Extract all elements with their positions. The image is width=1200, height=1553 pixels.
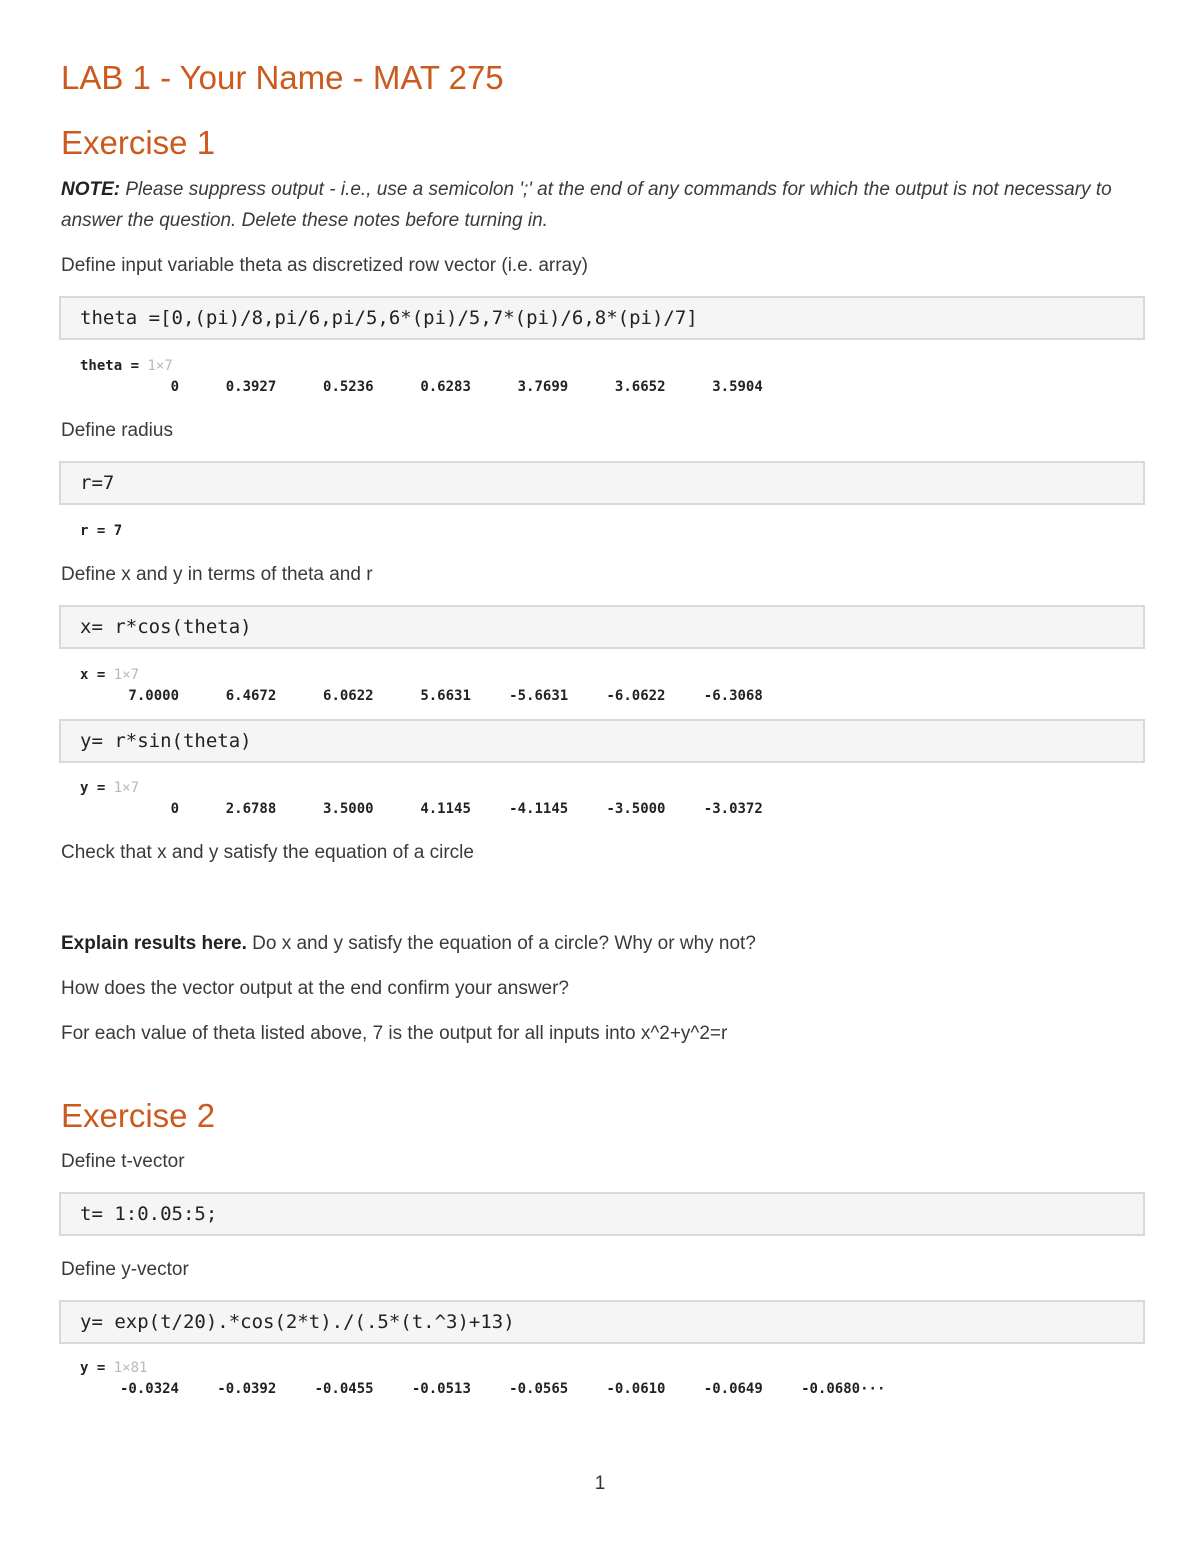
output-value: 6.4672 (225, 688, 277, 704)
output-y-vector-header (80, 1360, 147, 1376)
output-value: 3.5904 (712, 379, 763, 395)
output-x-values (61, 688, 861, 708)
note-paragraph (61, 174, 1147, 236)
output-value: -0.0324 (119, 1381, 179, 1397)
output-value: 0.3927 (225, 379, 277, 395)
output-r: r = 7 (80, 523, 123, 539)
output-value: -3.5000 (606, 801, 666, 817)
explain-text: Do x and y satisfy the equation of a circle? Why or why not? (246, 933, 756, 954)
output-value: 4.1145 (420, 801, 471, 817)
output-value: 7.0000 (128, 688, 179, 704)
output-x-header (80, 667, 139, 683)
output-value: 0.5236 (323, 379, 374, 395)
output-y-vector-values (61, 1381, 921, 1401)
code-cell-t[interactable]: t= 1:0.05:5; (59, 1192, 1145, 1236)
output-value: -0.0610 (606, 1381, 666, 1397)
output-theta-values (61, 379, 861, 399)
output-x-size: 1×7 (113, 667, 140, 683)
code-cell-x[interactable]: x= r*cos(theta) (59, 605, 1145, 649)
note-label: NOTE: (61, 179, 121, 200)
exercise-1-heading: Exercise 1 (61, 124, 216, 161)
output-y-label: y = (80, 780, 114, 796)
output-y-vector-label: y = (80, 1360, 114, 1376)
xy-description: Define x and y in terms of theta and r (61, 564, 373, 585)
y-vector-description: Define y-vector (61, 1259, 189, 1280)
explain-label: Explain results here. (61, 933, 247, 954)
output-value: 3.6652 (614, 379, 666, 395)
output-ellipsis[interactable]: ··· (860, 1381, 886, 1397)
output-value: -0.0392 (217, 1381, 277, 1397)
explain-paragraph (61, 928, 1147, 959)
code-cell-y-vector[interactable]: y= exp(t/20).*cos(2*t)./(.5*(t.^3)+13) (59, 1300, 1145, 1344)
output-value: -4.1145 (509, 801, 569, 817)
output-x-label: x = (80, 667, 114, 683)
t-description: Define t-vector (61, 1151, 185, 1172)
output-value: -5.6631 (509, 688, 569, 704)
output-value: 0 (170, 801, 179, 817)
page-title: LAB 1 - Your Name - MAT 275 (61, 59, 504, 96)
exercise-2-heading: Exercise 2 (61, 1097, 216, 1134)
check-description: Check that x and y satisfy the equation of a circle (61, 842, 474, 863)
output-value: 3.5000 (323, 801, 374, 817)
output-value: -3.0372 (703, 801, 763, 817)
output-value: -0.0565 (509, 1381, 569, 1397)
output-y-size: 1×7 (113, 780, 140, 796)
output-value: 6.0622 (323, 688, 374, 704)
theta-description: Define input variable theta as discretized row vector (i.e. array) (61, 255, 588, 276)
output-value: 3.7699 (517, 379, 569, 395)
output-y-header (80, 780, 139, 796)
output-y-vector-size: 1×81 (113, 1360, 148, 1376)
output-y-values (61, 801, 861, 821)
page-number: 1 (594, 1473, 606, 1494)
output-value: -6.0622 (606, 688, 666, 704)
answer-text: For each value of theta listed above, 7 is the output for all inputs into x^2+y^2=r (61, 1023, 728, 1044)
radius-description: Define radius (61, 420, 173, 441)
output-value: -6.3068 (703, 688, 763, 704)
code-cell-y[interactable]: y= r*sin(theta) (59, 719, 1145, 763)
code-cell-r[interactable]: r=7 (59, 461, 1145, 505)
output-value: 0.6283 (420, 379, 471, 395)
output-theta-label: theta = (80, 358, 148, 374)
output-value: -0.0455 (314, 1381, 374, 1397)
how-question: How does the vector output at the end confirm your answer? (61, 978, 569, 999)
output-value: 5.6631 (420, 688, 471, 704)
output-value: -0.0680 (801, 1381, 861, 1397)
output-value: 2.6788 (225, 801, 277, 817)
output-theta-header (80, 358, 173, 374)
output-value: 0 (170, 379, 179, 395)
output-value: -0.0513 (411, 1381, 471, 1397)
output-theta-size: 1×7 (147, 358, 173, 374)
output-value: -0.0649 (703, 1381, 763, 1397)
code-cell-theta[interactable]: theta =[0,(pi)/8,pi/6,pi/5,6*(pi)/5,7*(pi)/6,8*(pi)/7] (59, 296, 1145, 340)
note-text: Please suppress output - i.e., use a semicolon ';' at the end of any commands for which the output is not necessary to answer the question. Delete these notes before turning in. (61, 179, 1112, 231)
